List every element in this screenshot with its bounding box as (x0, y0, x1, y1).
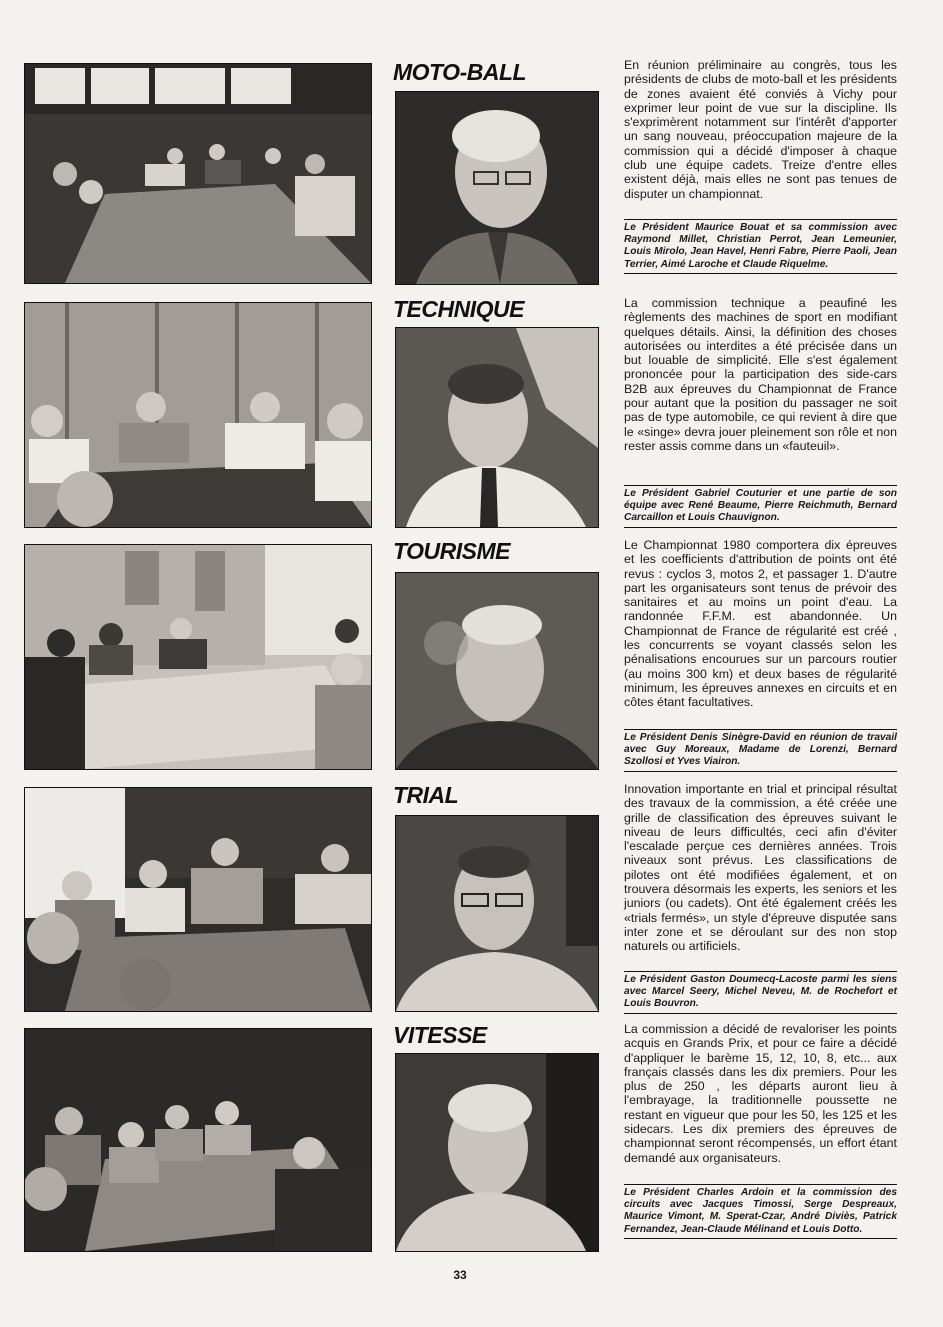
tourisme-portrait-photo (395, 572, 599, 770)
section-body-tourisme: Le Championnat 1980 comportera dix épreuves et les coefficients d'attribution de points ont été revus : cyclos 3, motos 2, et passager 1. D'autre part les organisateurs sont tenus de prévoir des sanitaires et au moins un point d'eau. La randonnée F.F.M. est abandonnée. Un Championnat de France de régularité est créé , les concurrents se voyant classés selon les pénalisations encourues sur un parcours routier (au moins 300 km) et deux bases de régularité minimum, les épreuves annexes en circuits et en côtes étant facultatives. (624, 538, 897, 710)
section-body-trial: Innovation importante en trial et principal résultat des travaux de la commission, a été créée une grille de classification des épreuves suivant le niveau de leurs difficultés, ceci afin d'éviter l'escalade perçue ces dernières années. Trois niveaux sont prévus. Les classifications de pilotes ont été modifiées également, et on trouvera désormais les experts, les seniors et les juniors (ou cadets). Ont été également créés les «trials fermés», un style d'épreuve disputée sans inter zone et se déroulant sur des non stop naturels ou artificiels. (624, 782, 897, 954)
section-caption-tourisme: Le Président Denis Sinègre-David en réunion de travail avec Guy Moreaux, Madame de Lorenzi, Bernard Szollosi et Yves Viairon. (624, 729, 897, 772)
section-title-technique: TECHNIQUE (393, 296, 524, 322)
technique-portrait-photo (395, 327, 599, 528)
moto-ball-portrait-photo (395, 91, 599, 285)
section-body-vitesse: La commission a décidé de revaloriser les points acquis en Grands Prix, et pour ce faire a décidé d'appliquer le barème 15, 12, 10, 8, etc... aux français classés dans les dix premiers. Pour les plus de 250 , les départs auront lieu à l'embrayage, la traditionnelle poussette ne restant en vigueur que pour les 50, les 125 et les sidecars. Les dix premiers des épreuves de championnat seront récompensés, un effort étant demandé aux organisateurs. (624, 1022, 897, 1165)
page-number: 33 (453, 1268, 467, 1282)
trial-group-photo (24, 787, 372, 1012)
moto-ball-group-photo (24, 63, 372, 284)
section-caption-technique: Le Président Gabriel Couturier et une partie de son équipe avec René Beaume, Pierre Reichmuth, Bernard Carcaillon et Louis Chauvignon. (624, 485, 897, 528)
section-caption-vitesse: Le Président Charles Ardoin et la commission des circuits avec Jacques Timossi, Serge Despreaux, Maurice Vimont, M. Sperat-Czar, André Diviès, Patrick Fernandez, Jean-Claude Mélinand et Louis Dotto. (624, 1184, 897, 1239)
section-caption-trial: Le Président Gaston Doumecq-Lacoste parmi les siens avec Marcel Seery, Michel Neveu, M. de Rochefort et Louis Bouvron. (624, 971, 897, 1014)
vitesse-portrait-photo (395, 1053, 599, 1252)
tourisme-group-photo (24, 544, 372, 770)
vitesse-group-photo (24, 1028, 372, 1252)
section-body-moto-ball: En réunion préliminaire au congrès, tous les présidents de clubs de moto-ball et les présidents de zones avaient été conviés à Vichy pour exprimer leur point de vue sur la discipline. Ils s'exprimèrent notamment sur l'intérêt d'apporter un sang nouveau, préoccupation majeure de la commission qui a décidé d'imposer à chaque club une équipe cadets. Treize d'entre elles existent déjà, mais elles ne sont pas tenues de disputer un championnat. (624, 58, 897, 201)
section-title-moto-ball: MOTO-BALL (393, 59, 527, 85)
section-caption-moto-ball: Le Président Maurice Bouat et sa commission avec Raymond Millet, Christian Perrot, Jean Lemeunier, Louis Mirolo, Jean Havel, Henri Fabre, Pierre Paoli, Jean Terrier, Aimé Laroche et Claude Riquelme. (624, 219, 897, 274)
technique-group-photo (24, 302, 372, 528)
section-title-vitesse: VITESSE (393, 1022, 487, 1048)
section-body-technique: La commission technique a peaufiné les règlements des machines de sport en modifiant quelques détails. Ainsi, la définition des choses autorisées ou interdites a été précisée dans un but louable de simplicité. Elle s'est également prononcée pour la participation des side-cars B2B aux épreuves du Championnat de France pour autant que la position du passager ne soit pas de type automobile, ce qui revient à dire que le «singe» devra jouer pleinement son rôle et non rester assis comme dans un «fauteuil». (624, 296, 897, 453)
trial-portrait-photo (395, 815, 599, 1012)
section-title-trial: TRIAL (393, 782, 459, 808)
section-title-tourisme: TOURISME (393, 538, 510, 564)
